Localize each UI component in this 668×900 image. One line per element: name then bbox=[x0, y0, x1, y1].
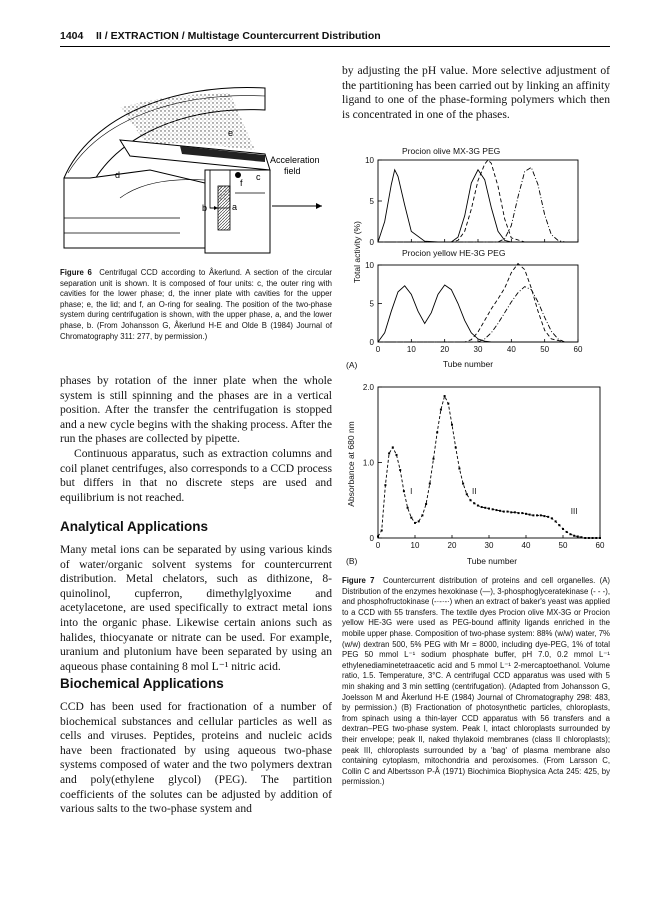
x-tick-label: 50 bbox=[540, 345, 550, 354]
data-point bbox=[392, 446, 394, 448]
data-point bbox=[495, 509, 497, 511]
figure-6-label-acceleration: Acceleration bbox=[270, 155, 320, 165]
figure-6-label-c: c bbox=[256, 172, 261, 182]
data-point bbox=[451, 424, 453, 426]
paragraph-continuous: Continuous apparatus, such as extraction columns and coil planet centrifuges, also corresponds to a CCD process but differs in that no discrete steps are used and equilibrium is not reached. bbox=[60, 446, 332, 504]
data-point bbox=[458, 468, 460, 470]
data-point bbox=[577, 535, 579, 537]
data-point bbox=[492, 508, 494, 510]
paragraph-ph-adjust: by adjusting the pH value. More selective adjustment of the partitioning has been carried out by linking an affinity ligand to one of the phase-forming polymers which then is concentrated in one of the phases. bbox=[342, 64, 610, 121]
data-point bbox=[499, 510, 501, 512]
data-point bbox=[536, 514, 538, 516]
paragraph-analytical bbox=[60, 543, 332, 674]
y-tick-label: 5 bbox=[369, 197, 374, 206]
figure-7-caption-text: Countercurrent distribution of proteins and cell organelles. (A) Distribution of the enzymes hexokinase (—), 3-phosphoglyceratekinase (- - -), and phosphofructokinase (-·-·-·) when an extract of baker's yeast was applied to a CCD with 55 transfers. The textile dyes Procion olive MX-3G or Procion yellow HE-3G were used as PEG-bound affinity ligands enriched in the mobile upper phase. Composition of two-phase system: 88% (w/w) water, 7% (w/w) dextran 500, 5% PEG with Mr = 8000, including dye-PEG, 1% of total PEG 50 mmol L⁻¹ sodium phosphate buffer, pH 7.0, 0.2 mmol L⁻¹ ethylenediaminetetraacetic acid and 5 mmol L⁻¹ 2-mercaptoethanol. Volume ratio, 1.5. Temperature, 3°C. A centrifugal CCD apparatus was used with 5 min shaking and 3 min settling (centrifugation). (Adapted from Johansson G, Joelsson M and Åkerlund H-E (1984) Journal of Chromatography 298: 483, by permission.) (B) Fractionation of photosynthetic particles, chloroplasts, from spinach using a thin-layer CCD apparatus with 56 transfers and a dextran–PEG two-phase system. Peak I, intact chloroplasts surrounded by their envelope; peak II, naked thylakoid membranes (class II chloroplasts); peak III, chloroplasts surrounded by a 'bag' of plasma membrane also containing cytoplasm, mitochondria and peroxisomes. (From Larsson C, Collin C and Albertsson P-Å (1971) Biochimica Biophysica Acta 245: 425, by permission.) bbox=[342, 576, 611, 787]
data-point bbox=[377, 535, 379, 537]
data-point bbox=[592, 537, 594, 539]
data-point bbox=[555, 520, 557, 522]
y-tick-label: 0 bbox=[369, 534, 374, 543]
data-point bbox=[544, 515, 546, 517]
figure-7-caption bbox=[342, 576, 610, 788]
data-point bbox=[470, 499, 472, 501]
x-tick-label: 30 bbox=[484, 541, 494, 550]
paragraph-phases: phases by rotation of the inner plate when the whole system is still spinning and the phases are in a vertical position. After the transfer the centrifugation is stopped and a new cycle begins with the shaking process. After the run the phases are collected by pipette. bbox=[60, 374, 332, 446]
data-point bbox=[503, 511, 505, 513]
left-column-text-top bbox=[60, 374, 332, 505]
data-point bbox=[384, 484, 386, 486]
series-line-phosphofructokinase bbox=[378, 287, 578, 342]
paragraph-metal-ions: Many metal ions can be separated by using various kinds of water/organic solvent systems for countercurrent distribution. Metal chelators, such as dithizone, 8-quinolinol, cupferron, dimethylglyoxime and acetylacetone, are used specifically to extract metal ions into the organic phase. Likewise certain anions such as halides, thiocyanate or nitrate can be used. For example, uranium and plutonium have been separated by using an aqueous phase containing 8 mol L⁻¹ nitric acid. bbox=[60, 543, 332, 673]
running-title: II / EXTRACTION / Multistage Countercurrent Distribution bbox=[96, 30, 381, 42]
chart-frame-2 bbox=[378, 265, 578, 342]
y-tick-label: 0 bbox=[369, 338, 374, 347]
heading-biochemical-applications: Biochemical Applications bbox=[60, 676, 224, 691]
data-point bbox=[447, 403, 449, 405]
data-point bbox=[466, 493, 468, 495]
data-point bbox=[573, 535, 575, 537]
data-point bbox=[540, 514, 542, 516]
right-column-text-top bbox=[342, 64, 610, 122]
data-point bbox=[514, 511, 516, 513]
data-point bbox=[473, 502, 475, 504]
x-tick-label: 60 bbox=[573, 345, 583, 354]
data-point bbox=[566, 531, 568, 533]
x-tick-label: 40 bbox=[521, 541, 531, 550]
data-point bbox=[547, 516, 549, 518]
x-tick-label: 50 bbox=[558, 541, 568, 550]
data-point bbox=[529, 514, 531, 516]
data-point bbox=[518, 512, 520, 514]
data-point bbox=[477, 505, 479, 507]
data-point bbox=[595, 537, 597, 539]
figure-6-label-e: e bbox=[228, 128, 234, 138]
figure-6-label-a: a bbox=[232, 202, 238, 212]
x-tick-label: 60 bbox=[595, 541, 605, 550]
data-point bbox=[507, 511, 509, 513]
x-tick-label: 10 bbox=[410, 541, 420, 550]
data-point bbox=[599, 537, 601, 539]
x-tick-label: 30 bbox=[473, 345, 483, 354]
peak-label-II: II bbox=[471, 487, 477, 497]
chart-frame-1 bbox=[378, 160, 578, 242]
data-point bbox=[414, 522, 416, 524]
figure-6-caption-label: Figure 6 bbox=[60, 268, 92, 277]
figure-6-illustration bbox=[60, 58, 335, 263]
data-point bbox=[562, 528, 564, 530]
data-point bbox=[484, 507, 486, 509]
figure-7-caption-label: Figure 7 bbox=[342, 576, 375, 585]
x-tick-label: 0 bbox=[375, 541, 381, 550]
y-axis-label-b: Absorbance at 680 nm bbox=[346, 421, 356, 507]
x-tick-label: 20 bbox=[447, 541, 457, 550]
peak-label-III: III bbox=[570, 506, 578, 516]
data-point bbox=[588, 537, 590, 539]
y-tick-label: 10 bbox=[365, 261, 374, 270]
y-tick-label: 5 bbox=[369, 299, 374, 309]
header-rule bbox=[60, 46, 610, 47]
figure-6-label-field: field bbox=[284, 166, 301, 176]
data-point bbox=[433, 458, 435, 460]
data-point bbox=[584, 537, 586, 539]
data-point bbox=[436, 431, 438, 433]
x-tick-label: 0 bbox=[375, 345, 381, 354]
chart-title-1: Procion olive MX-3G PEG bbox=[402, 146, 501, 156]
data-point bbox=[532, 514, 534, 516]
y-tick-label: 1.0 bbox=[362, 458, 374, 468]
x-axis-label-b: Tube number bbox=[466, 556, 518, 566]
y-axis-label-a: Total activity (%) bbox=[352, 221, 362, 283]
x-tick-label: 10 bbox=[406, 345, 416, 354]
series-line-hexokinase bbox=[378, 285, 578, 342]
data-point bbox=[418, 520, 420, 522]
figure-6-caption-text: Centrifugal CCD according to Åkerlund. A section of the circular separation unit is shown. It is composed of four units: c, the outer ring with cavities for the lower phase; d, the inner plate with cavities for the upper phase; e, the lid; and f, an O-ring for sealing. The position of the two-phase system during centrifugation is shown, with the upper phase, a, and the lower phase, b. (From Johansson G, Åkerlund H-E and Olde B (1984) Journal of Chromatography 311: 277, by permission.) bbox=[60, 268, 333, 341]
data-point bbox=[403, 490, 405, 492]
data-point bbox=[396, 454, 398, 456]
series-line-3-phosphoglycerate-kinase bbox=[378, 264, 578, 343]
data-point bbox=[581, 536, 583, 538]
y-tick-label: 0 bbox=[369, 238, 374, 247]
data-point bbox=[455, 446, 457, 448]
x-tick-label: 20 bbox=[440, 345, 450, 354]
paragraph-biochemical bbox=[60, 700, 332, 817]
data-point bbox=[569, 533, 571, 535]
data-point bbox=[425, 503, 427, 505]
figure-6-caption bbox=[60, 268, 332, 342]
paragraph-ccd-fractionation: CCD has been used for fractionation of a number of biochemical substances and cellular particles as well as cells and viruses. Peptides, proteins and nucleic acids have been fractionated by using aqueous two-phase systems composed of water and the two polymers dextran and poly(ethylene glycol) (PEG). The partition coefficients of the solutes can be adjusted by addition of various salts to the two-phase system and bbox=[60, 700, 332, 816]
x-tick-label: 40 bbox=[506, 345, 516, 354]
data-point bbox=[410, 517, 412, 519]
figure-6-label-d: d bbox=[115, 170, 121, 180]
data-point bbox=[510, 511, 512, 513]
heading-analytical-applications: Analytical Applications bbox=[60, 519, 209, 534]
data-point bbox=[558, 524, 560, 526]
data-point bbox=[440, 409, 442, 411]
panel-label-b: (B) bbox=[346, 556, 358, 566]
chart-frame-3 bbox=[378, 387, 600, 538]
data-point bbox=[521, 512, 523, 514]
series-line-3-phosphoglycerate-kinase bbox=[378, 160, 578, 242]
data-point bbox=[525, 513, 527, 515]
data-point bbox=[399, 469, 401, 471]
data-point bbox=[551, 517, 553, 519]
data-point bbox=[488, 508, 490, 510]
panel-label-a: (A) bbox=[346, 360, 358, 370]
data-point bbox=[444, 395, 446, 397]
x-axis-label-a: Tube number bbox=[442, 359, 494, 369]
data-point bbox=[462, 483, 464, 485]
page-number: 1404 bbox=[60, 30, 84, 42]
running-header bbox=[60, 30, 610, 46]
y-tick-label: 10 bbox=[365, 156, 374, 165]
data-point bbox=[481, 506, 483, 508]
data-point bbox=[407, 507, 409, 509]
data-point bbox=[429, 483, 431, 485]
series-line-phosphofructokinase bbox=[378, 167, 578, 242]
figure-6-label-f: f bbox=[240, 178, 243, 188]
data-point bbox=[381, 529, 383, 531]
figure-6-label-b: b bbox=[202, 203, 208, 213]
data-point bbox=[388, 452, 390, 454]
chart-title-2: Procion yellow HE-3G PEG bbox=[402, 248, 506, 258]
figure-7-charts bbox=[342, 134, 610, 574]
peak-label-I: I bbox=[410, 487, 413, 497]
y-tick-label: 2.0 bbox=[362, 383, 374, 392]
data-point bbox=[421, 514, 423, 516]
